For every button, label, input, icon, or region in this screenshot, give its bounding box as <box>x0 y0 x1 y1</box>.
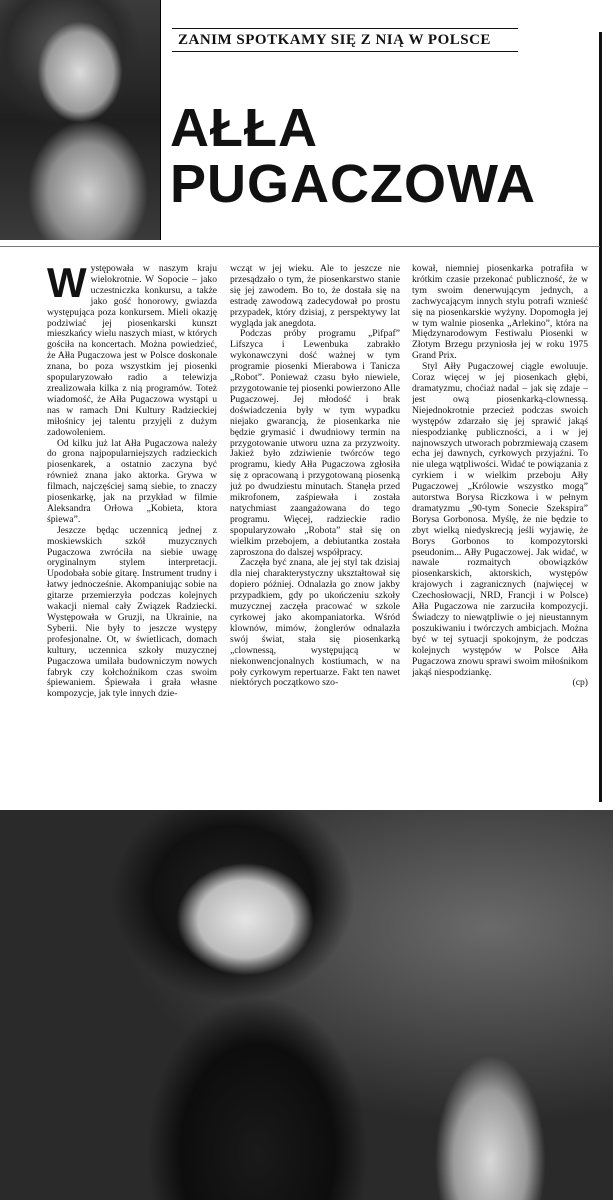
divider <box>0 246 600 247</box>
paragraph: Jeszcze będąc uczennicą jednej z moskiewskich szkół muzycznych Pugaczowa zwróciła na siebie uwagę oryginalnym stylem interpretacji. Upodobała sobie gitarę. Instrument trudny i łatwy jednocześnie. Akompaniując sobie na gitarze przemierzyła podczas kolejnych wakacji niemal cały Związek Radziecki. Występowała w Gruzji, na Ukrainie, na Syberii. Nie były to jeszcze występy profesjonalne. Ot, w świetlicach, domach kultury, uczennica szkoły muzycznej Pugaczowa umilała budowniczym nowych fabryk czy kołchoźnikom czas swoim śpiewaniem. Śpiewała i grała własne kompozycje, jak tyle innych dzie- <box>47 524 217 700</box>
paragraph-text: ystępowała w naszym kraju wielokrotnie. W Sopocie – jako uczestniczka konkursu, a także jako gość honorowy, gwiazda występująca poza konkursem. Mieli okazję podziwiać jej piosenkarski kunszt mieszkańcy wielu naszych miast, w których gościła na koncertach. Można powiedzieć, że Ałła Pugaczowa jest w Polsce doskonale znana, bo poza wszystkim jej piosenki spopularyzowało radio a telewizja zrealizowała kilka z nią programów. Toteż wiadomość, że Ałła Pugaczowa wystąpi u nas w ramach Dni Kultury Radzieckiej miłośnicy jej talentu przyjęli z dużym zadowoleniem. <box>47 264 217 438</box>
vertical-rule <box>599 32 602 802</box>
article-column-2 <box>230 264 400 804</box>
author-signature: (cp) <box>572 677 588 689</box>
article-title <box>170 100 595 212</box>
title-line-1: AŁŁA <box>170 98 318 158</box>
paragraph: Styl Ałły Pugaczowej ciągle ewoluuje. Coraz więcej w jej piosenkach głębi, dramatyzmu, choćiaż nadal – jak się zdaje – jest ową piosenkarką-clownessą. Niejednokrotnie przecież podczas swoich występów zdarzało się jej sprawić jakąś niespodziankę publiczności, a i w jej najnowszych utworach pobrzmiewają czasem echa jej dawnych, cyrkowych przyjaźni. To nie ulega wątpliwości. Widać te powiązania z cyrkiem i w wielkim przeboju Ałły Pugaczowej „Królowie wszystko mogą” autorstwa Borysa Riczkowa i w pełnym dramatyzmu „90-tym Sonecie Szekspira” Borysa Gorbonosa. Myślę, że nie będzie to zbyt wielką niedyskrecją jeśli wyjawię, że Borys Gorbonos to kompozytorski pseudonim... Ałły Pugaczowej. Jak widać, w nawale rozmaitych obowiązków piosenkarskich, aktorskich, występów krajowych i zagranicznych (najwięcej w Czechosłowacji, NRD, Francji i w Polsce) Ałła Pugaczowa nie zarzuciła kompozycji. Świadczy to niewątpliwie o jej nieustannym poszukiwaniu i twórczych ambicjach. Można być w tej sytuacji spokojnym, że podczas kolejnych występów w Polsce Ałła Pugaczowa znowu sprawi swoim miłośnikom jakąś niespodziankę. <box>412 361 588 678</box>
paragraph: Od kilku już lat Ałła Pugaczowa należy do grona najpopularniejszych radzieckich piosenkarek, a ostatnio zaczyna być również znana jako aktorka. Grywa w filmach, najczęściej samą siebie, to znaczy piosenkarkę, jak na przykład w filmie Aleksandra Orłowa „Kobieta, ktora śpiewa”. <box>47 437 217 525</box>
paragraph: Podczas próby programu „Pifpaf” Lifszyca i Lewenbuka zabrakło wykonawczyni dość ważnej w tym programie piosenki Mierabowa i Tanicza „Robot”. Ponieważ czasu było niewiele, przygotowanie tej piosenki powierzono Alle Pugaczowej. Jej młodość i brak doświadczenia były w tym wypadku niejako gwarancją, że piosenkarka nie będzie grymasić i dwudniowy termin na przygotowanie utworu uzna za przyzwoity. Jakież było zdziwienie twórców tego programu, kiedy Ałła Pugaczowa zgłosiła się z opracowaną i przygotowaną piosenką już po dwudziestu minutach. Stanęła przed mikrofonem, zaśpiewała i została natychmiast zaangażowana do tego programu. Więcej, radzieckie radio spopularyzowało „Robota” stał się on wielkim przebojem, a debiutantka została zaproszona do dalszej współpracy. <box>230 328 400 558</box>
article-column-3 <box>412 264 588 804</box>
paragraph: kował, niemniej piosenkarka potrafiła w krótkim czasie przekonać publiczność, że w tym swoim denerwującym jednych, a zachwycającym innych stylu potrafi wznieść się na piosenkarskie wyżyny. Dopomogła jej w tym walnie piosenka „Arlekino”, która na Międzynarodowym Festiwalu Piosenki w Złotym Brzegu przyniosła jej w roku 1975 Grand Prix. <box>412 264 588 362</box>
section-kicker: ZANIM SPOTKAMY SIĘ Z NIĄ W POLSCE <box>172 28 518 52</box>
paragraph <box>47 264 217 439</box>
portrait-photo <box>0 0 161 240</box>
paragraph: Zaczęła być znana, ale jej styl tak dzisiaj dla niej charakterystyczny ukształtował się dopiero później. Odnalazła go znow jakby przypadkiem, gdy po ukończeniu szkoły muzycznej zaczęła pracować w szkole cyrkowej jako akompaniatorka. Wśród klownów, mimów, żonglerów odnalazła swój świat, stała się piosenkarką „clownessą, występującą w niekonwencjonalnych kostiumach, w na poły cyrkowym repertuarze. Fakt ten nawet niektórych początkowo szo- <box>230 557 400 689</box>
paragraph: wcząt w jej wieku. Ale to jeszcze nie przesądzało o tym, że piosenkarstwo stanie się jej zawodem. Bo to, że dostała się na estradę zawodową zadecydował po prostu przypadek, który dzisiaj, z perspektywy lat wygląda jak anegdota. <box>230 264 400 329</box>
title-line-2: PUGACZOWA <box>170 154 536 214</box>
article-column-1 <box>47 264 217 804</box>
concert-photo <box>0 810 613 1200</box>
drop-cap: W <box>47 264 87 306</box>
